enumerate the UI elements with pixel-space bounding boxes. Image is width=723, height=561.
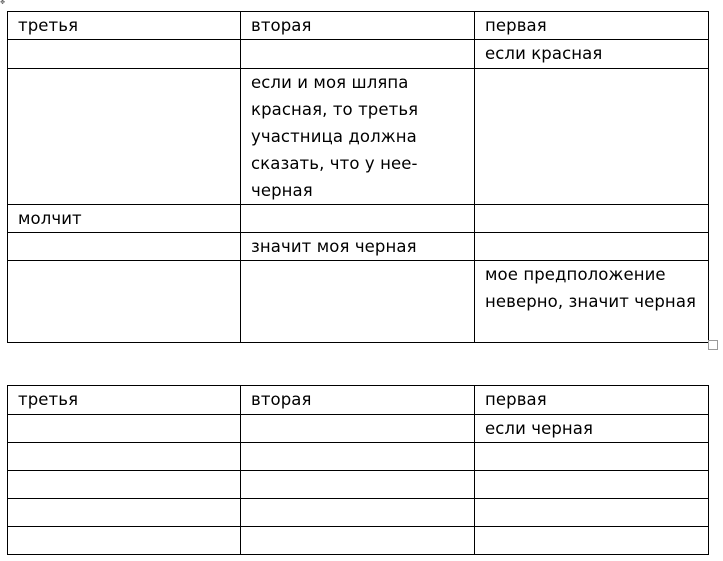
table-cell[interactable] [475,499,709,527]
table-row [8,261,709,343]
table-cell[interactable] [8,443,241,471]
table-row [8,205,709,233]
table-cell[interactable] [8,415,241,443]
table-cell[interactable] [241,205,475,233]
table-row [8,443,709,471]
reasoning-table-red [7,11,709,343]
table-cell[interactable] [475,233,709,261]
table-cell[interactable]: молчит [8,205,241,233]
table-row [8,471,709,499]
table-cell[interactable] [8,233,241,261]
table-row [8,69,709,205]
table-cell[interactable]: если красная [475,40,709,69]
table-cell[interactable] [8,499,241,527]
table-row [8,233,709,261]
table-cell[interactable] [475,471,709,499]
header-cell-third[interactable]: третья [8,386,241,415]
header-cell-third[interactable]: третья [8,12,241,40]
table-cell[interactable] [241,527,475,555]
header-cell-first[interactable]: первая [475,386,709,415]
table-row [8,415,709,443]
table-cell[interactable] [475,69,709,205]
table-cell[interactable]: если черная [475,415,709,443]
table-cell[interactable] [475,527,709,555]
header-cell-second[interactable]: вторая [241,12,475,40]
table-move-icon[interactable]: ✥ [0,0,6,6]
table-cell[interactable] [241,499,475,527]
table-cell[interactable]: если и моя шляпа красная, то третья участница должна сказать, что у нее- черная [241,69,475,205]
table-row [8,40,709,69]
table-cell[interactable] [475,443,709,471]
table-cell[interactable]: значит моя черная [241,233,475,261]
table-cell[interactable] [241,471,475,499]
table-cell[interactable] [241,415,475,443]
table-row [8,527,709,555]
table-header-row [8,12,709,40]
table-cell[interactable] [8,261,241,343]
table-cell[interactable] [8,471,241,499]
table-header-row [8,386,709,415]
table-cell[interactable] [475,205,709,233]
table-cell[interactable] [8,69,241,205]
table-cell[interactable]: мое предположение неверно, значит черная [475,261,709,343]
table-cell[interactable] [8,527,241,555]
table-row [8,499,709,527]
table-cell[interactable] [8,40,241,69]
header-cell-first[interactable]: первая [475,12,709,40]
table-cell[interactable] [241,40,475,69]
table-resize-icon[interactable] [708,340,718,350]
header-cell-second[interactable]: вторая [241,386,475,415]
table-cell[interactable] [241,261,475,343]
reasoning-table-black [7,385,709,555]
table-cell[interactable] [241,443,475,471]
